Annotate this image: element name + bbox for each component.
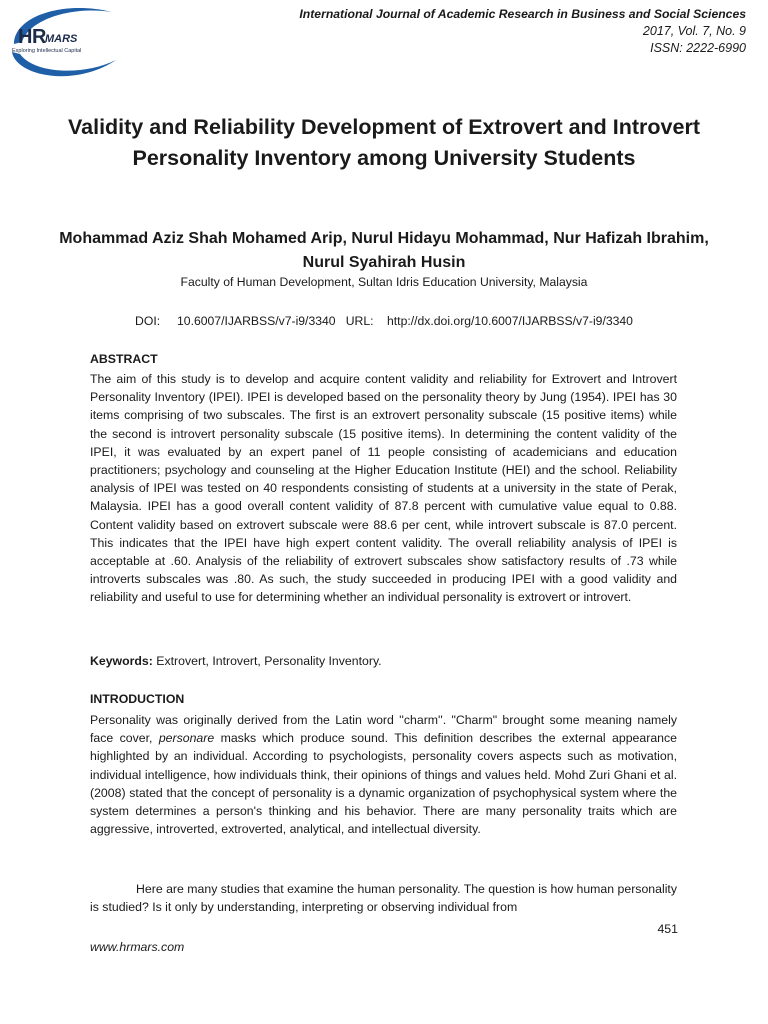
logo-tagline: Exploring Intellectual Capital xyxy=(12,48,82,54)
keywords-label: Keywords: xyxy=(90,654,153,668)
hrmars-logo xyxy=(4,2,122,80)
doi-url-line: DOI: 10.6007/IJARBSS/v7-i9/3340 URL: http://dx.doi.org/10.6007/IJARBSS/v7-i9/3340 xyxy=(135,314,633,328)
introduction-heading: INTRODUCTION xyxy=(90,692,185,706)
intro-p1-italic: personare xyxy=(158,731,215,746)
author-affiliation: Faculty of Human Development, Sultan Idris Education University, Malaysia xyxy=(180,275,588,289)
intro-p1-end: masks which produce sound. This definition describes the external appearance highlighted by an individual. According to psychologists, personality covers aspects such as motivation, individual intelligence, how individuals think, their opinions of things and values held. Mohd Zuri Ghani et al. (2008) stated that the concept of personality is a dynamic organization of psychophysical system where the system determines a person's thinking and his behavior. There are many personality traits which are aggressive, introverted, extroverted, analytical, and intellectual diversity. xyxy=(90,731,677,837)
page-number: 451 xyxy=(657,922,678,936)
keywords-list: Extrovert, Introvert, Personality Inventory. xyxy=(152,654,382,668)
paper-title: Validity and Reliability Development of Extrovert and Introvert Personality Inventory among University Students xyxy=(67,115,700,170)
abstract-text: The aim of this study is to develop and acquire content validity and reliability for Extrovert and Introvert Personality Inventory (IPEI). IPEI is developed based on the personality theory by Jung (1954). IPEI has 30 items comprising of two subscales. The first is an extrovert personality subscale (15 positive items) while the second is introvert personality subscale (15 positive items). In determining the content validity of the IPEI, it was evaluated by an expert panel of 11 people consisting of academicians and education practitioners; psychology and counseling at the Higher Education Institute (HEI) and the school. Reliability analysis of IPEI was tested on 40 respondents consisting of students at a university in the state of Perak, Malaysia. IPEI has a good overall content validity of 87.8 percent with cumulative value equal to 0.88. Content validity based on extrovert subscale were 88.6 per cent, while introvert subscale is 87.0 percent. This indicates that the IPEI have high expert content validity. The overall reliability analysis of IPEI is acceptable at .60. Analysis of the reliability of extrovert subscales show satisfactory results of .73 while introverts subscales was .80. As such, the study succeeded in producing IPEI with a good validity and reliability and useful to use for determining whether an individual personality is extrovert or introvert. xyxy=(90,372,677,605)
intro-p1-start: Personality was originally derived from the Latin word ''charm''. "Charm" brought some meaning namely face cover, xyxy=(90,713,677,746)
introduction-paragraph-1 xyxy=(90,711,677,838)
logo-mars-text: MARS xyxy=(45,33,78,45)
footer-website: www.hrmars.com xyxy=(90,940,185,954)
introduction-paragraph-2: Here are many studies that examine the human personality. The question is how human personality is studied? Is it only by understanding, interpreting or observing individual from xyxy=(90,882,677,915)
journal-issn: ISSN: 2222-6990 xyxy=(650,41,746,55)
logo-hr-text: HR xyxy=(18,26,46,48)
paper-authors: Mohammad Aziz Shah Mohamed Arip, Nurul Hidayu Mohammad, Nur Hafizah Ibrahim, Nurul Syahirah Husin xyxy=(59,230,709,271)
abstract-heading: ABSTRACT xyxy=(90,352,158,366)
keywords-line xyxy=(90,654,382,668)
journal-header xyxy=(299,6,746,57)
journal-volume: 2017, Vol. 7, No. 9 xyxy=(642,24,746,38)
journal-name: International Journal of Academic Research in Business and Social Sciences xyxy=(299,7,746,21)
